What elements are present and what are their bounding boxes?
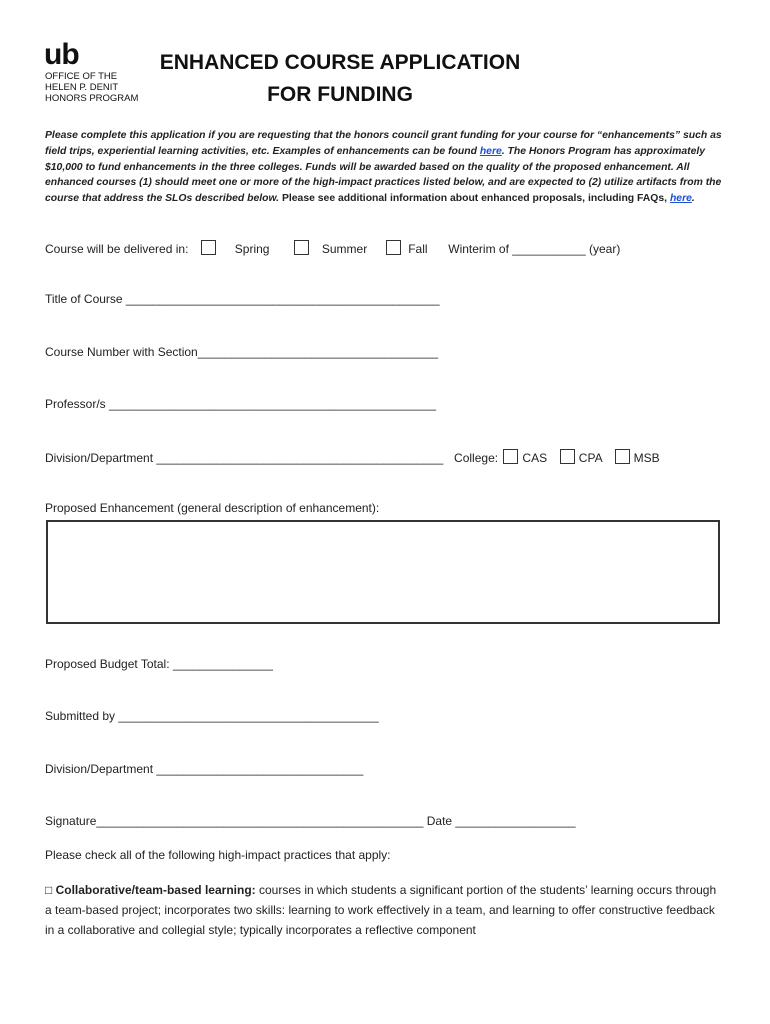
- division-field[interactable]: Division/Department ___________________________________________: [45, 451, 444, 465]
- fall-checkbox[interactable]: [386, 240, 401, 255]
- practice-description: courses in which students a significant portion of the students’ learning occurs through a team-based project; incorporates two skills: learning to work effectively in a team, and learning to offer constructive feedback in a collaborative and collegial style; typically incorporates a reflective component: [45, 883, 717, 937]
- logo-text: [45, 71, 138, 104]
- college-label: College:: [454, 451, 499, 465]
- msb-checkbox[interactable]: [615, 449, 630, 464]
- delivery-label: Course will be delivered in:: [45, 242, 189, 256]
- intro-text: . The Honors Program has approximately $10,000 to fund enhancements in the three colleges. Funds will be awarded based on the quality of the proposed enhancement. All enhanced courses (1) should meet one or more of the high-impact practices listed below, and are expected to (2) utilize artifacts from the course that address the SLOs described below.: [45, 145, 722, 205]
- intro-text: Please see additional information about enhanced proposals, including FAQs,: [279, 193, 670, 205]
- budget-field[interactable]: Proposed Budget Total: _______________: [45, 657, 273, 671]
- practices-intro: Please check all of the following high-impact practices that apply:: [45, 848, 391, 862]
- enhancement-description-box[interactable]: [46, 520, 720, 624]
- professor-field[interactable]: Professor/s _________________________________________________: [45, 397, 437, 411]
- faq-link[interactable]: here: [669, 193, 692, 205]
- intro-paragraph: [45, 128, 725, 207]
- logo-line: HELEN P. DENIT: [45, 82, 119, 93]
- cas-label: CAS: [522, 451, 548, 465]
- msb-label: MSB: [633, 451, 660, 465]
- spring-label: Spring: [234, 242, 270, 256]
- division-department-field[interactable]: Division/Department _______________________________: [45, 762, 364, 776]
- practice-item-collaborative: [45, 880, 725, 940]
- spring-checkbox[interactable]: [201, 240, 216, 255]
- proposed-enhancement-label: Proposed Enhancement (general description of enhancement):: [45, 501, 380, 515]
- ub-logo: ub: [44, 38, 79, 71]
- signature-row: [45, 814, 576, 828]
- logo-line: HONORS PROGRAM: [45, 93, 139, 104]
- signature-field[interactable]: Signature_________________________________________________: [45, 814, 424, 828]
- fall-label: Fall: [408, 242, 428, 256]
- summer-checkbox[interactable]: [294, 240, 309, 255]
- cpa-label: CPA: [578, 451, 602, 465]
- date-field[interactable]: Date __________________: [426, 814, 576, 828]
- enhancements-examples-link[interactable]: here: [479, 145, 502, 157]
- course-number-field[interactable]: Course Number with Section____________________________________: [45, 345, 438, 359]
- intro-text: Please complete this application if you are requesting that the honors council grant funding for your course for “enhancements” such as field trips, experiential learning activities, etc. Examples of enhancements can be found: [45, 130, 722, 157]
- page-title-line2: FOR FUNDING: [267, 83, 413, 106]
- summer-label: Summer: [321, 242, 368, 256]
- submitted-by-field[interactable]: Submitted by _______________________________________: [45, 709, 379, 723]
- delivery-row: [45, 240, 620, 256]
- division-row: [45, 449, 660, 465]
- practice-title: Collaborative/team-based learning:: [55, 883, 256, 897]
- course-title-field[interactable]: Title of Course _______________________________________________: [45, 292, 440, 306]
- cpa-checkbox[interactable]: [560, 449, 575, 464]
- page-title-line1: ENHANCED COURSE APPLICATION: [159, 51, 521, 74]
- cas-checkbox[interactable]: [503, 449, 518, 464]
- logo-line: OFFICE OF THE: [45, 71, 118, 82]
- intro-text: .: [691, 193, 695, 205]
- winterim-field[interactable]: Winterim of ___________ (year): [448, 242, 621, 256]
- collaborative-checkbox[interactable]: □: [45, 883, 53, 897]
